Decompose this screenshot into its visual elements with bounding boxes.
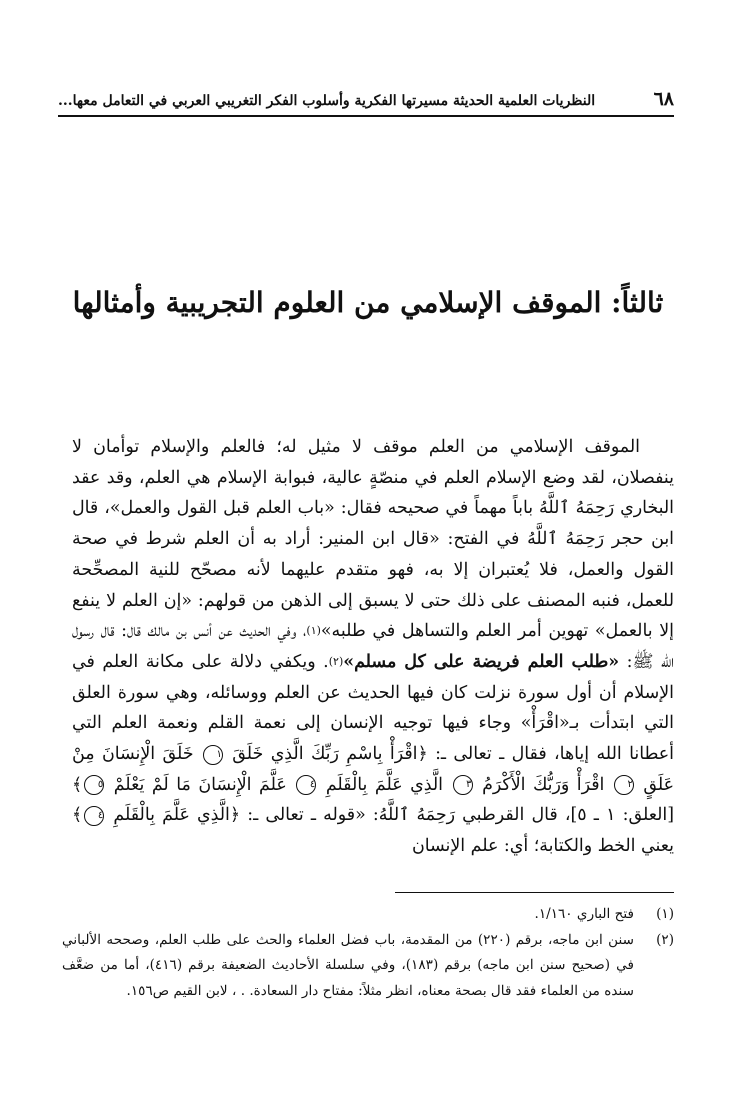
running-title: النظريات العلمية الحديثة مسيرتها الفكرية وأسلوب الفكر التغريبي العربي في التعامل معها... (58, 93, 596, 109)
paragraph-text: الموقف الإسلامي من العلم موقف لا مثيل له؛ فالعلم والإسلام توأمان لا ينفصلان، لقد وضع الإسلام العلم في منصّةٍ عالية، فبوابة الإسلام هي العلم، وقد عقد البخاري رَحِمَهُ ٱللَّهُ باباً مهماً في صحيحه فقال: «باب العلم قبل القول والعمل»، قال ابن حجر رَحِمَهُ ٱللَّهُ في الفتح: «قال ابن المنير: أراد به أن العلم شرط في صحة القول والعمل، فلا يُعتبران إلا به، فهو متقدم عليهما لأنه مصحّح للنية المصحِّحة للعمل، فنبه المصنف على ذلك حتى لا يسبق إلى الذهن من قولهم: «إن العلم لا ينفع إلا بالعمل» تهوين أمر العلم والتساهل في طلبه» (72, 437, 674, 642)
footnote-item (62, 928, 674, 1005)
paragraph-text: ﴾ يعني الخط والكتابة؛ أي: علم الإنسان (72, 805, 674, 857)
quran-verse: الَّذِي عَلَّمَ بِالْقَلَمِ (325, 774, 443, 795)
body-paragraph (72, 432, 674, 862)
body-text (72, 432, 674, 862)
quran-verse: خَلَقَ الْإِنسَانَ مِنْ عَلَقٍ (72, 744, 675, 795)
footnote-number: (٢) (656, 931, 674, 948)
quran-verse: ﴿الَّذِي عَلَّمَ بِالْقَلَمِ (113, 805, 241, 826)
footnote-number: (١) (656, 906, 674, 922)
page-number: ٦٨ (653, 88, 674, 110)
paragraph-text: ، وفي الحديث عن أنس بن مالك قال: قال رسول الله ﷺ: (72, 621, 674, 672)
ayah-number: ١ (203, 745, 223, 765)
header-rule (58, 115, 674, 117)
ayah-number: ٤ (296, 775, 316, 795)
footnotes (62, 902, 674, 1004)
footnote-ref-2[interactable]: (٢) (328, 654, 344, 668)
running-header (58, 88, 674, 114)
ayah-number: ٢ (614, 775, 634, 795)
quran-verse: ﴿اقْرَأْ بِاسْمِ رَبِّكَ الَّذِي خَلَقَ (232, 744, 428, 765)
hadith-quote: «طلب العلم فريضة على كل مسلم» (343, 651, 620, 672)
ayah-number: ٤ (84, 806, 104, 826)
paragraph-text: . ويكفي دلالة على مكانة العلم في الإسلام أن أول سورة نزلت كان فيها الحديث عن العلم ووسائله، وهي سورة العلق التي ابتدأت بـ«اقْرَأْ» وجاء فيها توجيه الإنسان إلى نعمة القلم ونعمة العلم التي أعطانا الله إياها، فقال ـ تعالى ـ: (72, 651, 674, 765)
verse-reference: [العلق: ١ ـ ٥]، قال القرطبي رَحِمَهُ ٱللَّهُ: «قوله ـ تعالى ـ: (240, 805, 675, 826)
quran-verse-end: ﴾ (72, 774, 83, 795)
footnote-rule (395, 892, 674, 893)
footnote-ref-1[interactable]: (١) (306, 624, 321, 638)
quran-verse: عَلَّمَ الْإِنسَانَ مَا لَمْ يَعْلَمْ (113, 774, 287, 795)
ayah-number: ٣ (453, 775, 473, 795)
footnote-item (62, 902, 674, 928)
footnote-text: فتح الباري ١/١٦٠. (534, 906, 634, 922)
section-title: ثالثاً: الموقف الإسلامي من العلوم التجريبية وأمثالها (72, 286, 664, 319)
ayah-number: ٥ (84, 775, 104, 795)
footnote-text: سنن ابن ماجه، برقم (٢٢٠) من المقدمة، باب فضل العلماء والحث على طلب العلم، وصححه الألباني في (صحيح سنن ابن ماجه) برقم (١٨٣)، وفي سلسلة الأحاديث الضعيفة برقم (٤١٦)، أما من ضعَّف سنده من العلماء فقد قال بصحة معناه، انظر مثلاً: مفتاح دار السعادة. . ، لابن القيم ص١٥٦. (62, 931, 634, 999)
quran-verse: اقْرَأْ وَرَبُّكَ الْأَكْرَمُ (482, 774, 605, 795)
